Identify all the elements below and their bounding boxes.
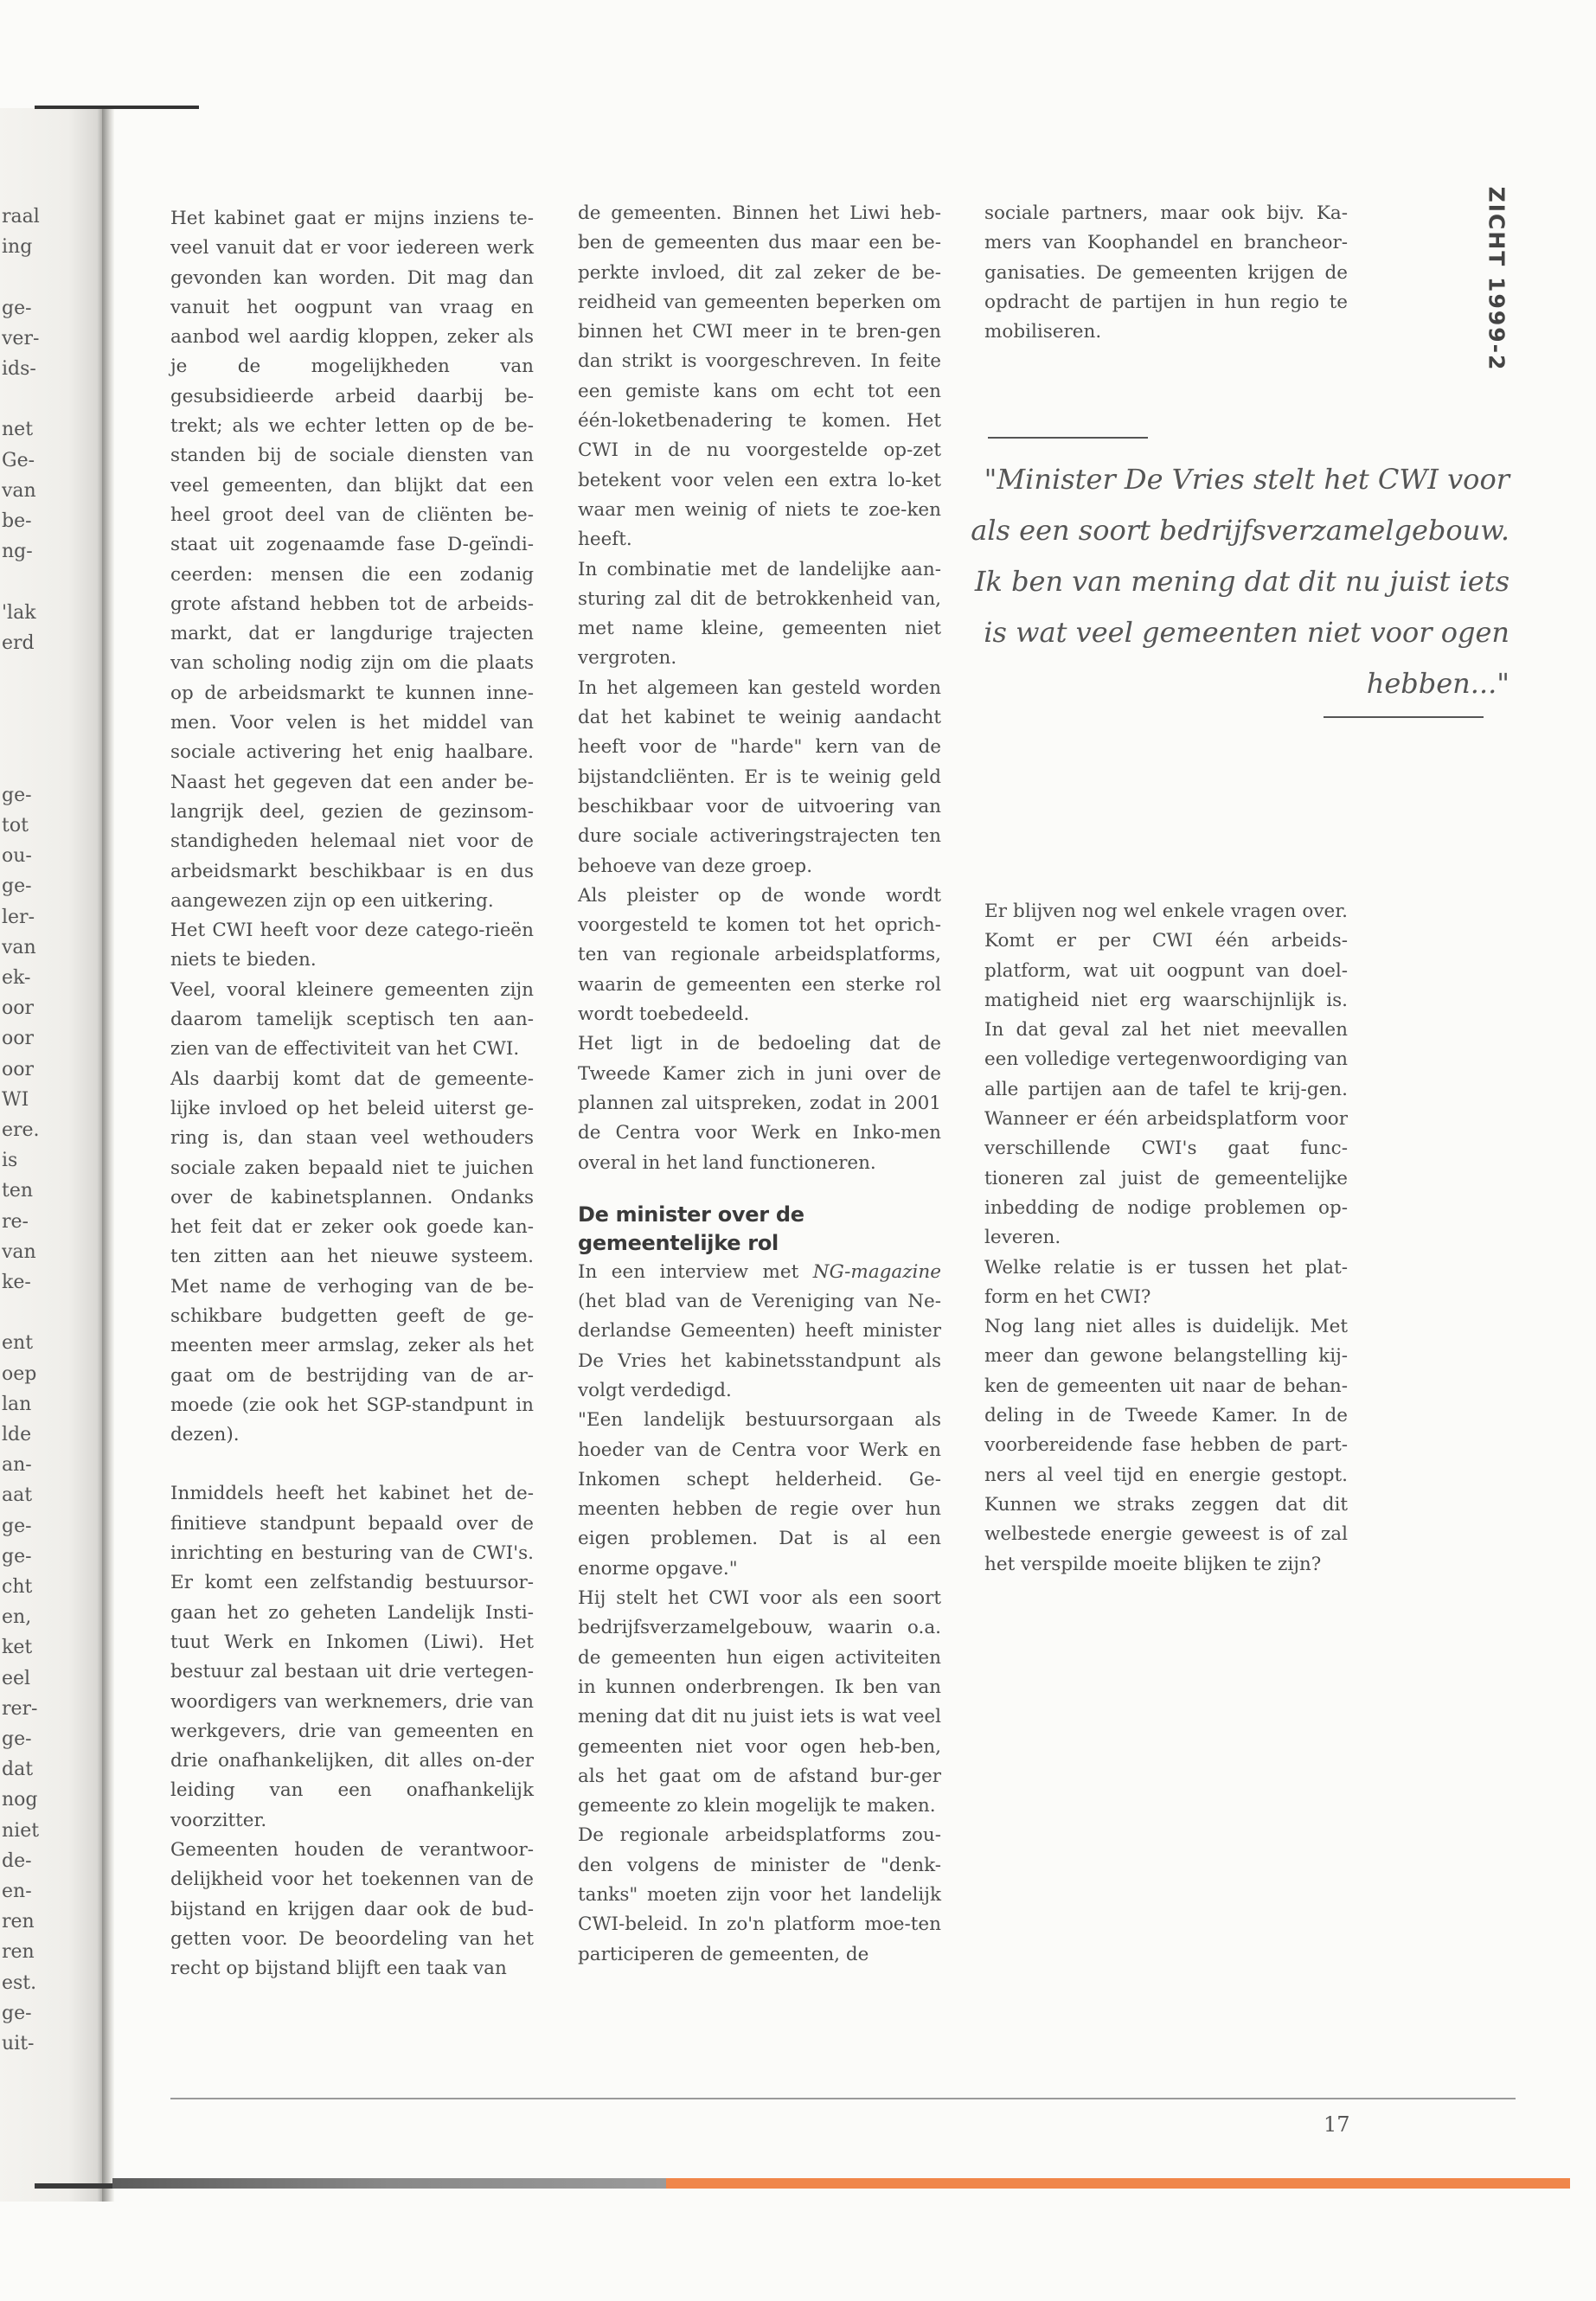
- facing-page-fragment: dat: [2, 1759, 34, 1781]
- bottom-color-bar-gray: [112, 2178, 666, 2189]
- interview-rest: (het blad van de Vereniging van Ne-derlandse Gemeenten) heeft minister De Vries het kabinetsstandpunt als volgt verdedigd.: [578, 1291, 941, 1401]
- running-header: [1471, 186, 1522, 371]
- paragraph: "Een landelijk bestuursorgaan als hoeder van de Centra voor Werk en Inkomen schept helderheid. Ge-meenten hebben de regie over hun eigen problemen. Dat is al een enorme opgave.": [578, 1409, 941, 1580]
- facing-page-margin: [0, 108, 106, 2202]
- facing-page-fragment: cht: [2, 1576, 33, 1598]
- facing-page-fragment: ren: [2, 1941, 35, 1964]
- facing-page-fragment: lde: [2, 1424, 32, 1445]
- paragraph: Als pleister op de wonde wordt voorgesteld te komen tot het oprich-ten van regionale arbeidsplatforms, waarin de gemeenten een sterke rol wordt toebedeeld.: [578, 884, 941, 1026]
- facing-page-fragment: raal: [2, 206, 40, 228]
- paragraph: Nog lang niet alles is duidelijk. Met meer dan gewone belangstelling kij-ken de gemeenten uit naar de behan-deling in de Tweede Kamer. In de voorbereidende fase hebben de part-ners al veel tijd en energie gestopt. Kunnen we straks zeggen dat dit welbestede energie geweest is of zal het verspilde moeite blijken te zijn?: [984, 1316, 1348, 1575]
- paragraph: Hij stelt het CWI voor als een soort bedrijfsverzamelgebouw, waarin o.a. de gemeenten hun eigen activiteiten in kunnen onderbrengen. Ik ben van mening dat dit nu juist iets is wat veel gemeenten niet voor ogen heb-ben, als het gaat om de afstand bur-ger gemeente zo klein mogelijk te maken.: [578, 1587, 941, 1817]
- facing-page-fragment: ten: [2, 1180, 34, 1202]
- facing-page-fragment: rer-: [2, 1697, 38, 1720]
- facing-page-fragment: ge-: [2, 875, 32, 898]
- paragraph: Er blijven nog wel enkele vragen over. Komt er per CWI één arbeids-platform, wat uit oogpunt van doel-matigheid niet erg waarschijnlijk is. In dat geval zal het niet meevallen een volledige vertegenwoordiging van alle partijen aan de tafel te krij-gen. Wanneer er één arbeidsplatform voor verschillende CWI's gaat func-tioneren zal juist de gemeentelijke inbedding de nodige problemen op-leveren.: [984, 901, 1348, 1249]
- facing-page-fragment: est.: [2, 1971, 37, 1994]
- facing-page-fragment: ge-: [2, 1728, 32, 1750]
- facing-page-fragment: eel: [2, 1667, 31, 1689]
- facing-page-fragment: en,: [2, 1606, 32, 1629]
- facing-page-fragment: van: [2, 1240, 36, 1263]
- bottom-edge-dark: [35, 2183, 112, 2189]
- paragraph: Veel, vooral kleinere gemeenten zijn daarom tamelijk sceptisch ten aan-zien van de effectiviteit van het CWI.: [170, 978, 534, 1061]
- facing-page-fragment: ek-: [2, 967, 31, 989]
- facing-page-fragment: is: [2, 1150, 18, 1172]
- facing-page-fragment: nog: [2, 1789, 38, 1811]
- facing-page-fragment: oor: [2, 1028, 35, 1050]
- paragraph: Inmiddels heeft het kabinet het de-finitieve standpunt bepaald over de inrichting en besturing van de CWI's. Er komt een zelfstandig bestuursor-gaan het zo geheten Landelijk Insti-tuut Werk en Inkomen (Liwi). Het bestuur zal bestaan uit drie vertegen-woordigers van werknemers, drie van werkgevers, drie van gemeenten en drie onafhankelijken, dit alles on-der leiding van een onafhankelijk voorzitter.: [170, 1483, 534, 1831]
- facing-page-fragment: re-: [2, 1210, 29, 1233]
- facing-page-fragment: oor: [2, 997, 35, 1020]
- facing-page-fragment: lan: [2, 1393, 32, 1415]
- facing-page-fragment: an-: [2, 1454, 32, 1477]
- section-heading: De minister over de gemeentelijke rol: [578, 1202, 804, 1255]
- paragraph: In het algemeen kan gesteld worden dat het kabinet te weinig aandacht heeft voor de "harde" kern van de bijstandcliënten. Er is te weinig geld beschikbaar voor de uitvoering van dure sociale activeringstrajecten ten behoeve van deze groep.: [578, 676, 941, 877]
- pull-quote-rule-top: [988, 437, 1148, 439]
- interview-lead: In een interview met: [578, 1260, 813, 1283]
- facing-page-fragment: WI: [2, 1088, 29, 1111]
- facing-page-fragment: Ge-: [2, 449, 35, 471]
- facing-page-fragment: de-: [2, 1849, 32, 1872]
- facing-page-fragment: ent: [2, 1332, 34, 1355]
- article-column-3-bottom: [984, 897, 1348, 1580]
- pull-quote-rule-bottom: [1324, 716, 1484, 718]
- facing-page-fragment: van: [2, 936, 36, 958]
- magazine-title: NG-magazine: [812, 1260, 941, 1283]
- facing-page-fragment: ere.: [2, 1119, 40, 1141]
- paragraph: de gemeenten. Binnen het Liwi heb-ben de gemeenten dus maar een be-perkte invloed, dit zal zeker de be-reidheid van gemeenten beperken om binnen het CWI meer in te bren-gen dan strikt is voorgeschreven. In feite een gemiste kans om echt tot een één-loketbenadering te komen. Het CWI in de nu voorgestelde op-zet betekent voor velen een extra lo-ket waar men weinig of niets te zoe-ken heeft.: [578, 202, 941, 551]
- facing-page-fragment: ket: [2, 1637, 33, 1659]
- facing-page-fragment: net: [2, 419, 34, 441]
- bottom-color-bar-orange: [666, 2178, 1570, 2189]
- facing-page-fragment: 'lak: [2, 601, 36, 624]
- facing-page-fragment: ge-: [2, 2002, 32, 2024]
- paragraph: Het ligt in de bedoeling dat de Tweede Kamer zich in juni over de plannen zal uitspreken, zodat in 2001 de Centra voor Werk en Inko-men overal in het land functioneren.: [578, 1033, 941, 1174]
- facing-page-fragment: be-: [2, 510, 32, 532]
- facing-page-fragment: niet: [2, 1819, 40, 1842]
- footer-rule: [170, 2098, 1516, 2099]
- article-column-1: [170, 204, 534, 1984]
- facing-page-fragment: ren: [2, 1911, 35, 1933]
- facing-page-fragment: van: [2, 479, 36, 502]
- facing-page-fragment: ou-: [2, 845, 32, 868]
- paragraph: Het kabinet gaat er mijns inziens te-veel vanuit dat er voor iedereen werk gevonden kan worden. Dit mag dan vanuit het oogpunt van vraag en aanbod wel aardig kloppen, zeker als je de mogelijkheden van gesubsidieerde arbeid daarbij be-trekt; als we echter letten op de be-standen bij de sociale diensten van veel gemeenten, dan blijkt dat een heel groot deel van de cliënten be-staat uit zogenaamde fase D-geïndi-ceerden: mensen die een zodanig grote afstand hebben tot de arbeids-markt, dat er langdurige trajecten van scholing nodig zijn om die plaats op de arbeidsmarkt te kunnen inne-men. Voor velen is het middel van sociale activering het enig haalbare. Naast het gegeven dat een ander be-langrijk deel, gezien de gezinsom-standigheden helemaal niet voor de arbeidsmarkt beschikbaar is en dus aangewezen zijn op een uitkering.: [170, 208, 534, 912]
- facing-page-fragment: aat: [2, 1484, 33, 1507]
- facing-page-fragment: tot: [2, 815, 29, 836]
- facing-page-fragment: ng-: [2, 541, 33, 563]
- paragraph: Het CWI heeft voor deze catego-rieën niets te bieden.: [170, 920, 534, 971]
- facing-page-fragment: ge-: [2, 784, 32, 806]
- paragraph: De regionale arbeidsplatforms zou-den volgens de minister de "denk-tanks" moeten zijn voor het landelijk CWI-beleid. In zo'n platform moe-ten participeren de gemeenten, de: [578, 1824, 941, 1965]
- facing-page-fragment: ke-: [2, 1272, 31, 1293]
- facing-page-fragment: oep: [2, 1362, 37, 1385]
- paragraph: Welke relatie is er tussen het plat-form en het CWI?: [984, 1256, 1348, 1308]
- paragraph: Als daarbij komt dat de gemeente-lijke invloed op het beleid uiterst ge-ring is, dan staan veel wethouders sociale zaken bepaald niet te juichen over de kabinetsplannen. Ondanks het feit dat er zeker ook goede kan-ten zitten aan het nieuwe systeem. Met name de verhoging van de be-schikbare budgetten geeft de ge-meenten meer armslag, zeker als het gaat om de bestrijding van de ar-moede (zie ook het SGP-standpunt in dezen).: [170, 1067, 534, 1446]
- facing-page-fragment: uit-: [2, 2033, 35, 2054]
- facing-page-fragment: ver-: [2, 327, 40, 349]
- article-column-2: [578, 199, 941, 1970]
- facing-page-fragment: ing: [2, 236, 33, 259]
- page-spine-shadow: [102, 108, 114, 2202]
- facing-page-fragment: ge-: [2, 1515, 32, 1537]
- paragraph: sociale partners, maar ook bijv. Ka-mers van Koophandel en brancheor-ganisaties. De gemeenten krijgen de opdracht de partijen in hun regio te mobiliseren.: [984, 202, 1348, 343]
- facing-page-fragment: ler-: [2, 906, 35, 928]
- paragraph: In combinatie met de landelijke aan-sturing zal dit de betrokkenheid van, met name kleine, gemeenten niet vergroten.: [578, 558, 941, 670]
- page-number: 17: [1324, 2112, 1350, 2137]
- facing-page-fragment: ge-: [2, 1545, 32, 1567]
- pull-quote-text: "Minister De Vries stelt het CWI voor als een soort bedrijfsverzamelgebouw. Ik ben van mening dat dit nu juist iets is wat veel gemeenten niet voor ogen hebben...": [971, 463, 1509, 700]
- article-column-3-top: [984, 199, 1348, 347]
- facing-page-fragment: erd: [2, 631, 35, 654]
- top-corner-mark: [35, 106, 199, 109]
- publication-title: ZICHT 1999-2: [1484, 186, 1509, 371]
- facing-page-fragment: ids-: [2, 358, 36, 380]
- paragraph: Gemeenten houden de verantwoor-delijkheid voor het toekennen van de bijstand en krijgen daar ook de bud-getten voor. De beoordeling van het recht op bijstand blijft een taak van: [170, 1839, 534, 1980]
- facing-page-fragment: oor: [2, 1058, 35, 1080]
- facing-page-fragment: en-: [2, 1881, 32, 1902]
- facing-page-fragment: ge-: [2, 297, 32, 319]
- paragraph: [578, 1258, 941, 1406]
